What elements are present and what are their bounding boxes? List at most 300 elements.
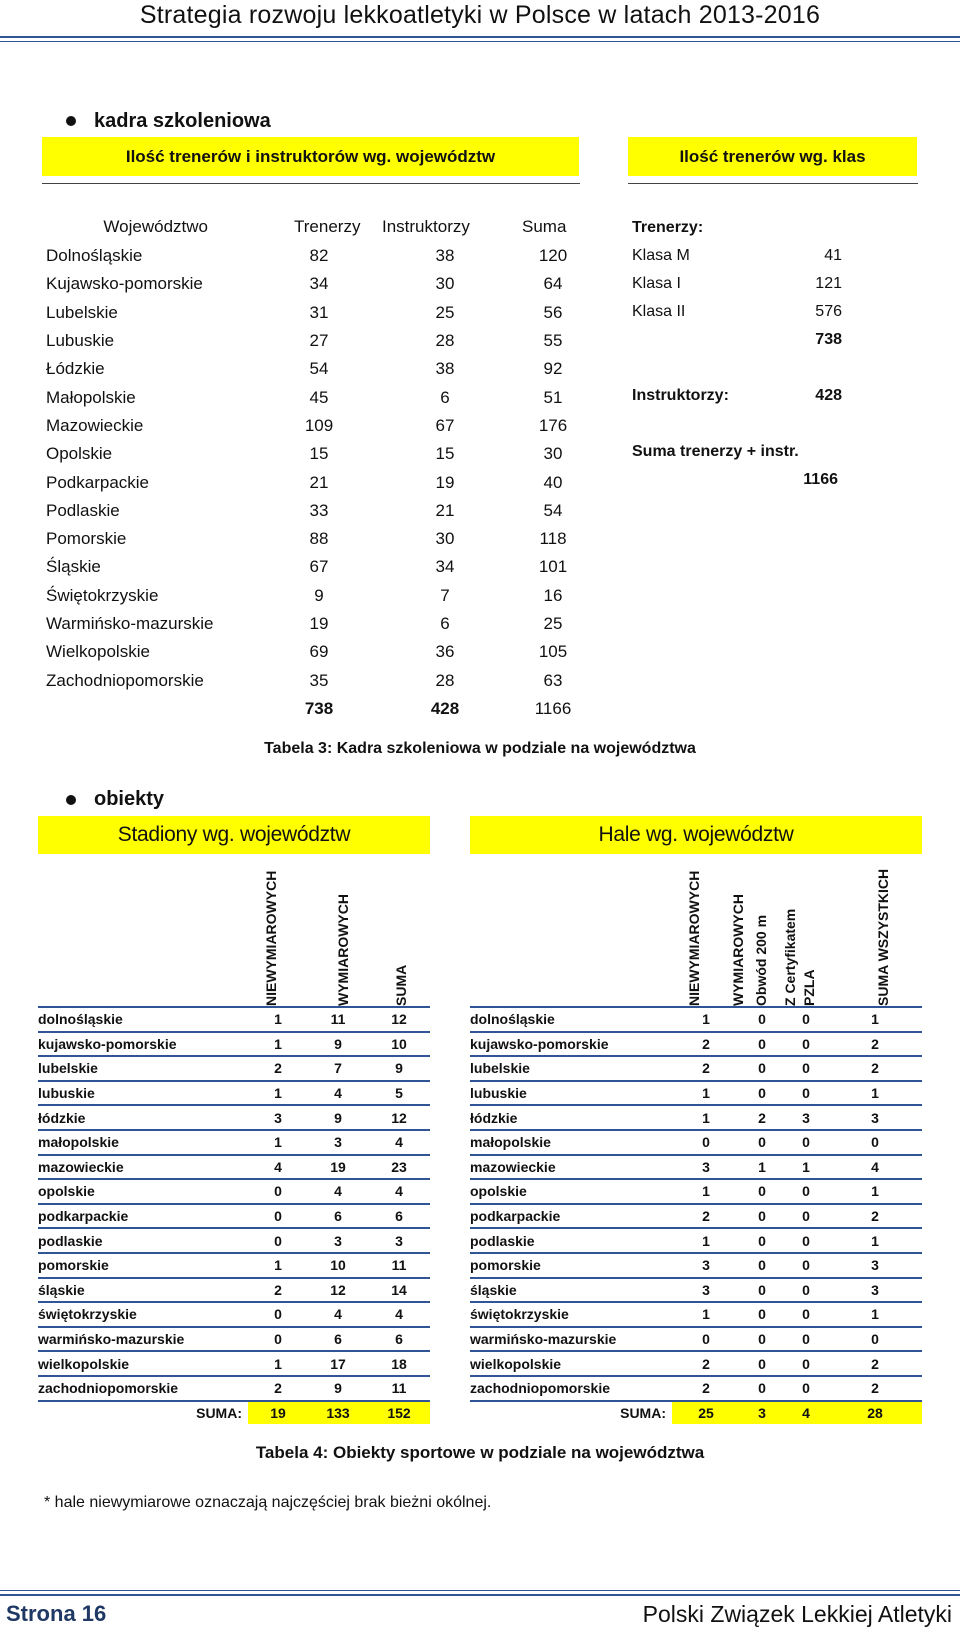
certyfikat-value: 0: [784, 1204, 828, 1229]
table-row: [38, 1302, 430, 1327]
wymiarowe-value: 2: [740, 1105, 784, 1130]
voivodeship-name: łódzkie: [470, 1105, 672, 1130]
suma-value: 11: [368, 1253, 430, 1278]
wymiarowe-value: 11: [308, 1008, 368, 1032]
voivodeship-name: pomorskie: [38, 1253, 248, 1278]
table-row: [38, 1105, 430, 1130]
instruktorzy-value: 30: [435, 274, 455, 294]
suma-value: 6: [368, 1204, 430, 1229]
niewymiarowe-value: 2: [248, 1056, 308, 1081]
hale-sum-label: SUMA:: [620, 1404, 666, 1421]
bullet-kadra-szkoleniowa: kadra szkoleniowa: [94, 110, 271, 132]
table-row: [38, 1155, 430, 1180]
total-trenerzy: 738: [304, 698, 334, 718]
stadiony-sum-label: SUMA:: [196, 1404, 242, 1421]
col-header-pzla: PZLA: [801, 969, 817, 1006]
suma-value: 2: [828, 1056, 922, 1081]
instruktorzy-value: 25: [435, 302, 455, 322]
instruktorzy-value: 38: [435, 246, 455, 266]
table-row: [46, 299, 586, 327]
klasa-label: Klasa II: [632, 303, 686, 320]
stadiony-sum-total: 152: [368, 1401, 430, 1425]
wymiarowe-value: 0: [740, 1253, 784, 1278]
hale-sum-row: [470, 1401, 922, 1425]
instruktorzy-value: 28: [435, 331, 455, 351]
instruktorzy-row: [632, 382, 842, 410]
klasa-value: 41: [824, 247, 842, 264]
suma-value: 176: [538, 415, 568, 435]
klasa-row: [632, 242, 842, 270]
voivodeship-name: Śląskie: [46, 557, 101, 577]
wymiarowe-value: 0: [740, 1204, 784, 1229]
voivodeship-name: Pomorskie: [46, 529, 127, 549]
suma-value: 2: [828, 1351, 922, 1376]
klasy-block: [632, 214, 842, 494]
suma-value: 23: [368, 1155, 430, 1180]
table-row: [46, 440, 586, 468]
table-row: [38, 1081, 430, 1106]
certyfikat-value: 1: [784, 1155, 828, 1180]
voivodeship-name: kujawsko-pomorskie: [38, 1032, 248, 1057]
niewymiarowe-value: 1: [248, 1130, 308, 1155]
table-row: [470, 1056, 922, 1081]
voivodeship-name: lubuskie: [470, 1081, 672, 1106]
table-row: [46, 270, 586, 298]
trenerzy-value: 19: [309, 614, 329, 633]
suma-value: 12: [368, 1105, 430, 1130]
voivodeship-name: warmińsko-mazurskie: [470, 1327, 672, 1352]
niewymiarowe-value: 1: [248, 1032, 308, 1057]
table-row: [38, 1253, 430, 1278]
suma-label: Suma trenerzy + instr.: [632, 443, 799, 460]
trenerzy-value: 54: [309, 359, 329, 379]
suma-value: 105: [538, 642, 568, 662]
voivodeship-name: lubuskie: [38, 1081, 248, 1106]
stadiony-sum-niewymiarowe: 19: [248, 1401, 308, 1425]
niewymiarowe-value: 0: [672, 1130, 740, 1155]
instruktorzy-value: 7: [440, 585, 450, 605]
col-header-niewymiarowych: NIEWYMIAROWYCH: [686, 870, 702, 1006]
niewymiarowe-value: 2: [672, 1056, 740, 1081]
certyfikat-value: 0: [784, 1327, 828, 1352]
table-row: [38, 1056, 430, 1081]
col-header-instruktorzy: Instruktorzy: [382, 217, 470, 236]
instruktorzy-value: 21: [435, 500, 455, 520]
voivodeship-name: pomorskie: [470, 1253, 672, 1278]
stadiony-sum-wymiarowe: 133: [308, 1401, 368, 1425]
niewymiarowe-value: 1: [672, 1228, 740, 1253]
table-row: [38, 1130, 430, 1155]
wymiarowe-value: 6: [308, 1327, 368, 1352]
voivodeship-name: podlaskie: [38, 1228, 248, 1253]
voivodeship-name: Warmińsko-mazurskie: [46, 614, 214, 633]
voivodeship-name: opolskie: [38, 1179, 248, 1204]
table-row: [46, 610, 586, 638]
wymiarowe-value: 0: [740, 1081, 784, 1106]
table-row: [46, 468, 586, 496]
instruktorzy-value: 36: [435, 642, 455, 662]
voivodeship-name: dolnośląskie: [470, 1008, 672, 1032]
voivodeship-name: mazowieckie: [470, 1155, 672, 1180]
niewymiarowe-value: 2: [672, 1376, 740, 1401]
stadiony-header-area: [38, 858, 430, 1008]
instruktorzy-value: 30: [435, 529, 455, 549]
trenerzy-value: 33: [309, 500, 329, 520]
instruktorzy-value: 34: [435, 557, 455, 577]
certyfikat-value: 0: [784, 1351, 828, 1376]
suma-value: 120: [538, 246, 568, 266]
table-row: [470, 1008, 922, 1032]
table-row: [46, 383, 586, 411]
suma-value: 6: [368, 1327, 430, 1352]
niewymiarowe-value: 1: [672, 1008, 740, 1032]
certyfikat-value: 0: [784, 1228, 828, 1253]
footer-page-number: Strona 16: [6, 1601, 107, 1626]
suma-value: 14: [368, 1278, 430, 1303]
niewymiarowe-value: 1: [248, 1351, 308, 1376]
table-totals-row: [46, 695, 586, 723]
suma-value: 4: [368, 1179, 430, 1204]
suma-value: 3: [828, 1253, 922, 1278]
suma-value: 1166: [803, 471, 838, 488]
voivodeship-name: lubelskie: [470, 1056, 672, 1081]
table-row: [38, 1228, 430, 1253]
bullet-dot: [66, 116, 76, 126]
instruktorzy-value: 38: [435, 359, 455, 379]
hale-sum-certyfikat: 4: [784, 1401, 828, 1425]
trenerzy-value: 82: [309, 246, 329, 266]
wymiarowe-value: 3: [308, 1130, 368, 1155]
wymiarowe-value: 0: [740, 1130, 784, 1155]
wymiarowe-value: 19: [308, 1155, 368, 1180]
trenerzy-value: 34: [309, 274, 329, 294]
niewymiarowe-value: 3: [248, 1105, 308, 1130]
suma-value: 55: [543, 331, 563, 351]
wymiarowe-value: 0: [740, 1278, 784, 1303]
table-row: [38, 1032, 430, 1057]
klasa-row: [632, 270, 842, 298]
trenerzy-value: 31: [309, 302, 329, 322]
trenerzy-value: 15: [309, 444, 329, 464]
suma-value: 63: [543, 670, 563, 690]
niewymiarowe-value: 0: [248, 1302, 308, 1327]
table-row: [46, 355, 586, 383]
voivodeship-name: śląskie: [470, 1278, 672, 1303]
voivodeship-name: zachodniopomorskie: [38, 1376, 248, 1401]
table-row: [46, 497, 586, 525]
wymiarowe-value: 0: [740, 1351, 784, 1376]
niewymiarowe-value: 3: [672, 1253, 740, 1278]
trainers-table: [46, 212, 586, 723]
voivodeship-name: małopolskie: [38, 1130, 248, 1155]
wymiarowe-value: 0: [740, 1302, 784, 1327]
footnote: * hale niewymiarowe oznaczają najczęściej brak bieżni okólnej.: [44, 1494, 492, 1511]
suma-value: 2: [828, 1204, 922, 1229]
niewymiarowe-value: 2: [672, 1204, 740, 1229]
voivodeship-name: Łódzkie: [46, 359, 105, 379]
niewymiarowe-value: 3: [672, 1155, 740, 1180]
col-header-suma: Suma: [522, 217, 567, 236]
voivodeship-name: wielkopolskie: [470, 1351, 672, 1376]
bullet-dot: [66, 795, 76, 805]
trenerzy-value: 21: [309, 472, 329, 492]
niewymiarowe-value: 2: [672, 1351, 740, 1376]
voivodeship-name: podkarpackie: [38, 1204, 248, 1229]
banner-trenerzy-klasy: Ilość trenerów wg. klas: [628, 137, 917, 176]
instruktorzy-value: 6: [440, 614, 450, 633]
trenerzy-value: 9: [314, 585, 324, 605]
header-rule-thin: [0, 41, 960, 42]
col-header-niewymiarowych: NIEWYMIAROWYCH: [263, 870, 279, 1006]
table-row: [470, 1278, 922, 1303]
total-instruktorzy: 428: [430, 698, 460, 718]
hale-table: [470, 1008, 922, 1424]
voivodeship-name: Dolnośląskie: [46, 246, 143, 266]
klasa-value: 121: [815, 275, 842, 292]
wymiarowe-value: 9: [308, 1376, 368, 1401]
certyfikat-value: 0: [784, 1056, 828, 1081]
instruktorzy-value: 19: [435, 472, 455, 492]
suma-value: 3: [368, 1228, 430, 1253]
hale-header-area: [470, 858, 922, 1008]
suma-value: 0: [828, 1130, 922, 1155]
hale-sum-total: 28: [828, 1401, 922, 1425]
table3-caption: Tabela 3: Kadra szkoleniowa w podziale na województwa: [264, 740, 696, 757]
banner-stadiony: Stadiony wg. województw: [38, 816, 430, 854]
suma-value: 3: [828, 1278, 922, 1303]
table-row: [470, 1032, 922, 1057]
suma-value: 56: [543, 302, 563, 322]
col-header-wymiarowych: WYMIAROWYCH: [730, 894, 746, 1006]
wymiarowe-value: 0: [740, 1179, 784, 1204]
voivodeship-name: Małopolskie: [46, 387, 136, 407]
suma-value: 4: [368, 1130, 430, 1155]
suma-value: 25: [543, 614, 563, 633]
suma-value: 54: [543, 500, 563, 520]
table-row: [470, 1228, 922, 1253]
certyfikat-value: 0: [784, 1130, 828, 1155]
table-row: [470, 1081, 922, 1106]
suma-value: 16: [543, 585, 563, 605]
bullet-obiekty: obiekty: [94, 788, 165, 810]
table-row: [470, 1105, 922, 1130]
niewymiarowe-value: 3: [672, 1278, 740, 1303]
suma-value: 2: [828, 1376, 922, 1401]
wymiarowe-value: 0: [740, 1008, 784, 1032]
suma-value: 118: [539, 529, 567, 549]
suma-value: 10: [368, 1032, 430, 1057]
wymiarowe-value: 0: [740, 1327, 784, 1352]
table-row: [46, 582, 586, 610]
voivodeship-name: Opolskie: [46, 444, 113, 464]
voivodeship-name: podlaskie: [470, 1228, 672, 1253]
table-header-row: [46, 212, 586, 242]
trenerzy-label: Trenerzy:: [632, 219, 704, 236]
table-row: [46, 553, 586, 581]
niewymiarowe-value: 0: [248, 1179, 308, 1204]
banner-trenerzy-wojewodztwa: Ilość trenerów i instruktorów wg. województw: [42, 137, 579, 176]
certyfikat-value: 0: [784, 1032, 828, 1057]
suma-value: 1: [828, 1008, 922, 1032]
voivodeship-name: Lubelskie: [46, 302, 118, 322]
trenerzy-value: 27: [309, 331, 329, 351]
voivodeship-name: mazowieckie: [38, 1155, 248, 1180]
suma-value: 3: [828, 1105, 922, 1130]
wymiarowe-value: 10: [308, 1253, 368, 1278]
trenerzy-value: 88: [309, 529, 329, 549]
voivodeship-name: Kujawsko-pomorskie: [46, 274, 203, 294]
col-header-obwod: Obwód 200 m: [753, 914, 769, 1006]
wymiarowe-value: 17: [308, 1351, 368, 1376]
table-row: [38, 1327, 430, 1352]
hale-sum-niewymiarowe: 25: [672, 1401, 740, 1425]
voivodeship-name: Świętokrzyskie: [46, 585, 159, 605]
certyfikat-value: 0: [784, 1302, 828, 1327]
klasa-label: Klasa M: [632, 247, 690, 264]
voivodeship-name: opolskie: [470, 1179, 672, 1204]
col-header-wymiarowych: WYMIAROWYCH: [335, 894, 351, 1006]
voivodeship-name: warmińsko-mazurskie: [38, 1327, 248, 1352]
voivodeship-name: podkarpackie: [470, 1204, 672, 1229]
table-row: [38, 1351, 430, 1376]
suma-value: 92: [543, 359, 563, 379]
table-row: [470, 1253, 922, 1278]
wymiarowe-value: 6: [308, 1204, 368, 1229]
table-row: [38, 1008, 430, 1032]
certyfikat-value: 3: [784, 1105, 828, 1130]
trenerzy-value: 45: [309, 387, 329, 407]
niewymiarowe-value: 1: [248, 1081, 308, 1106]
table-row: [46, 412, 586, 440]
trenerzy-value: 109: [304, 415, 334, 435]
voivodeship-name: Mazowieckie: [46, 415, 144, 435]
suma-value: 1: [828, 1179, 922, 1204]
table-row: [38, 1179, 430, 1204]
suma-value: 51: [543, 387, 563, 407]
voivodeship-name: wielkopolskie: [38, 1351, 248, 1376]
col-header-wojewodztwo: Województwo: [103, 217, 208, 236]
col-header-suma-wszystkich: SUMA WSZYSTKICH: [875, 868, 891, 1006]
klasa-label: Klasa I: [632, 275, 681, 292]
table-row: [46, 638, 586, 666]
hale-sum-wymiarowe: 3: [740, 1401, 784, 1425]
wymiarowe-value: 1: [740, 1155, 784, 1180]
niewymiarowe-value: 0: [248, 1228, 308, 1253]
banner-hale: Hale wg. województw: [470, 816, 922, 854]
certyfikat-value: 0: [784, 1253, 828, 1278]
table-row: [38, 1204, 430, 1229]
voivodeship-name: Podlaskie: [46, 500, 120, 520]
table4-caption: Tabela 4: Obiekty sportowe w podziale na województwa: [255, 1443, 705, 1462]
suma-value: 30: [543, 444, 563, 464]
trenerzy-value: 67: [309, 557, 329, 577]
page-header-title: Strategia rozwoju lekkoatletyki w Polsce w latach 2013-2016: [139, 1, 821, 29]
table-row: [470, 1130, 922, 1155]
suma-value: 9: [368, 1056, 430, 1081]
table-row: [470, 1376, 922, 1401]
wymiarowe-value: 0: [740, 1376, 784, 1401]
voivodeship-name: lubelskie: [38, 1056, 248, 1081]
wymiarowe-value: 4: [308, 1179, 368, 1204]
certyfikat-value: 0: [784, 1376, 828, 1401]
klasa-row: [632, 298, 842, 326]
niewymiarowe-value: 2: [248, 1278, 308, 1303]
stadiony-sum-row: [38, 1401, 430, 1425]
suma-value: 5: [368, 1081, 430, 1106]
col-header-trenerzy: Trenerzy: [294, 217, 361, 236]
table-row: [470, 1302, 922, 1327]
certyfikat-value: 0: [784, 1008, 828, 1032]
table-row: [470, 1204, 922, 1229]
niewymiarowe-value: 2: [248, 1376, 308, 1401]
table-row: [46, 327, 586, 355]
voivodeship-name: śląskie: [38, 1278, 248, 1303]
wymiarowe-value: 7: [308, 1056, 368, 1081]
niewymiarowe-value: 1: [672, 1179, 740, 1204]
wymiarowe-value: 0: [740, 1228, 784, 1253]
table-row: [470, 1351, 922, 1376]
niewymiarowe-value: 0: [248, 1204, 308, 1229]
suma-value: 0: [828, 1327, 922, 1352]
instruktorzy-value: 28: [435, 670, 455, 690]
wymiarowe-value: 9: [308, 1032, 368, 1057]
suma-value: 12: [368, 1008, 430, 1032]
total-suma: 1166: [534, 698, 572, 718]
footer-rule-thick: [0, 1594, 960, 1596]
voivodeship-name: Wielkopolskie: [46, 642, 150, 662]
footer-rule: [0, 1590, 960, 1591]
voivodeship-name: Lubuskie: [46, 331, 115, 351]
klasa-value: 576: [815, 303, 842, 320]
voivodeship-name: Podkarpackie: [46, 472, 150, 492]
table-row: [46, 525, 586, 553]
wymiarowe-value: 9: [308, 1105, 368, 1130]
niewymiarowe-value: 1: [672, 1105, 740, 1130]
suma-value: 64: [543, 274, 563, 294]
niewymiarowe-value: 2: [672, 1032, 740, 1057]
suma-value: 18: [368, 1351, 430, 1376]
voivodeship-name: świętokrzyskie: [38, 1302, 248, 1327]
suma-value: 11: [368, 1376, 430, 1401]
col-header-suma: SUMA: [393, 964, 409, 1006]
banner-rule: [42, 183, 580, 184]
niewymiarowe-value: 1: [248, 1253, 308, 1278]
niewymiarowe-value: 1: [672, 1302, 740, 1327]
footer-organization: Polski Związek Lekkiej Atletyki: [642, 1601, 952, 1627]
suma-value: 40: [543, 472, 563, 492]
voivodeship-name: świętokrzyskie: [470, 1302, 672, 1327]
wymiarowe-value: 4: [308, 1302, 368, 1327]
table-row: [38, 1376, 430, 1401]
wymiarowe-value: 0: [740, 1056, 784, 1081]
suma-value: 101: [538, 557, 568, 577]
table-row: [470, 1327, 922, 1352]
table-row: [470, 1179, 922, 1204]
instruktorzy-value: 15: [435, 444, 455, 464]
trenerzy-value: 69: [309, 642, 329, 662]
certyfikat-value: 0: [784, 1179, 828, 1204]
wymiarowe-value: 3: [308, 1228, 368, 1253]
banner-rule-right: [628, 183, 918, 184]
certyfikat-value: 0: [784, 1081, 828, 1106]
niewymiarowe-value: 0: [672, 1327, 740, 1352]
instruktorzy-value: 6: [440, 387, 450, 407]
col-header-z-certyfikatem: Z Certyfikatem: [782, 908, 798, 1006]
niewymiarowe-value: 1: [248, 1008, 308, 1032]
niewymiarowe-value: 4: [248, 1155, 308, 1180]
suma-value: 1: [828, 1081, 922, 1106]
suma-value: 1: [828, 1228, 922, 1253]
